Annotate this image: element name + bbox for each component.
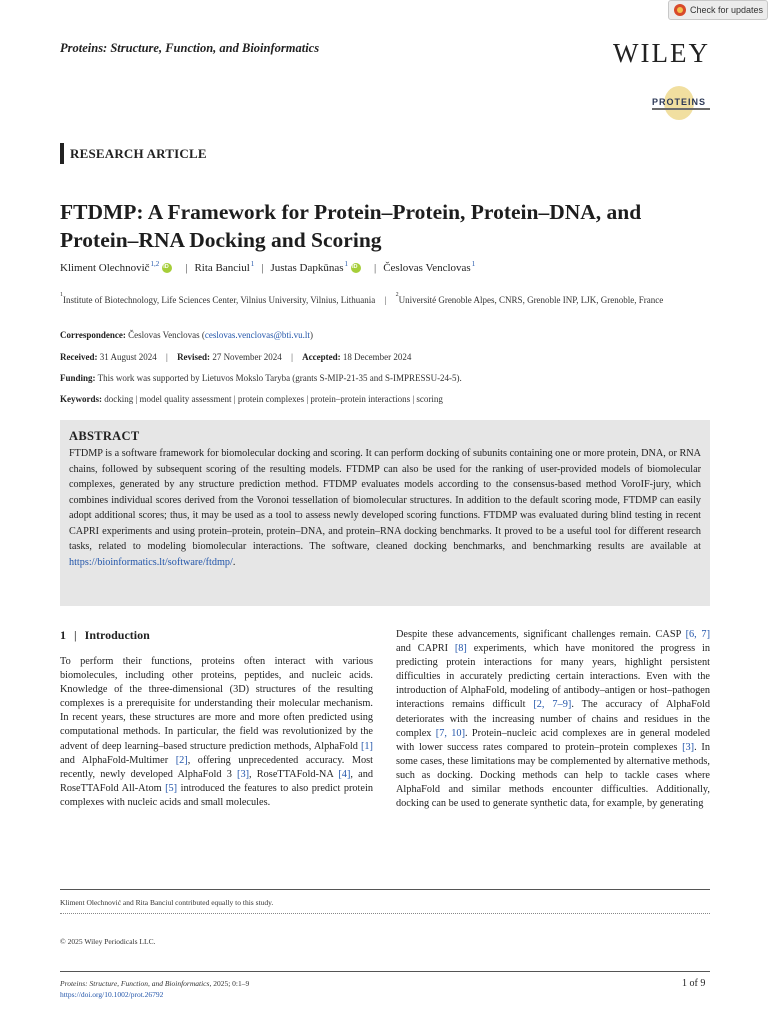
citation-link[interactable]: [6, 7]	[685, 629, 711, 640]
footer-divider	[60, 971, 710, 972]
section-title: Introduction	[84, 628, 150, 642]
article-title: FTDMP: A Framework for Protein–Protein, Protein–DNA, and Protein–RNA Docking and Scoring	[60, 200, 642, 252]
doi-link[interactable]: https://doi.org/10.1002/prot.26792	[60, 990, 164, 999]
citation-link[interactable]: [7, 10]	[435, 727, 466, 739]
orcid-icon[interactable]	[162, 263, 172, 273]
publication-dates: Received: 31 August 2024 | Revised: 27 November 2024 | Accepted: 18 December 2024	[60, 352, 412, 362]
abstract-text	[69, 446, 701, 570]
body-text: introduced the features to also predict protein complexes with nucleic acids and small molecules.	[60, 782, 373, 808]
orcid-icon[interactable]	[351, 263, 361, 273]
citation-link[interactable]: [2]	[175, 754, 188, 766]
citation-link[interactable]: [3]	[237, 768, 250, 780]
footnote-divider	[60, 889, 710, 890]
contribution-footnote: Kliment Olechnović and Rita Banciul contributed equally to this study.	[60, 898, 274, 907]
citation-link[interactable]: [2, 7–9]	[533, 699, 572, 711]
received-label: Received:	[60, 352, 98, 362]
revised-label: Revised:	[177, 352, 211, 362]
body-text: and AlphaFold-Multimer	[60, 754, 176, 766]
body-text: , RoseTTAFold-NA	[249, 768, 339, 780]
crossmark-icon	[674, 4, 686, 16]
keywords	[60, 394, 443, 404]
author-affiliation-sup: 1	[250, 260, 255, 268]
body-text: experiments, which have monitored the progress in predicting protein interactions for many years, highlight persistent difficulties in accurately predicting certain interactions. Even with the introduction of AlphaFold, modeling of antibody–antigen or host–pathogen interactions remains difficult	[396, 643, 710, 711]
proteins-logo-text: PROTEINS	[652, 97, 707, 107]
author-affiliation-sup: 1	[344, 260, 348, 268]
keywords-text: docking | model quality assessment | protein complexes | protein–protein interactions | scoring	[104, 394, 443, 404]
body-text: and CAPRI	[396, 643, 455, 655]
affiliation-1: Institute of Biotechnology, Life Sciences Center, Vilnius University, Vilnius, Lithuania	[63, 295, 376, 305]
affiliation-sup: 1	[60, 292, 63, 298]
correspondence-label: Correspondence:	[60, 330, 126, 340]
body-text: Despite these advancements, significant challenges remain. CASP	[396, 629, 686, 640]
funding	[60, 373, 462, 383]
author-name[interactable]: Česlovas Venclovas	[383, 262, 471, 274]
abstract-body: FTDMP is a software framework for biomolecular docking and scoring. It can perform docking of subunits containing one or more protein, DNA, or RNA chains, followed by subsequent scoring of the resulting models. FTDMP can also be used for the ranking of user-provided models of biomolecular complexes, generated by any structure prediction method. FTDMP evaluates models according to the consensus-based method VoroIF-jury, which combines individual scores derived from the Voronoi tessellation of biomolecular structures. In addition to the default scoring mode, FTDMP can easily adopt additional scores; thus, it may be used as a tool to assess newly developed scoring functions. FTDMP was evaluated during blind testing in recent CAPRI experiments and using protein–protein, protein–DNA, and protein–RNA docking benchmarks. It proved to be a useful tool for different research tasks, related to modeling biomolecular interactions. The software, cleaned docking benchmarks, and benchmarking results are available at	[69, 448, 701, 552]
check-for-updates-label: Check for updates	[690, 5, 764, 15]
body-text: . Protein–nucleic acid complexes are in general modeled with lower success rates compared to protein–protein complexes	[396, 727, 711, 753]
received-date: 31 August 2024	[99, 352, 157, 362]
intro-left-column	[60, 655, 373, 810]
accepted-date: 18 December 2024	[342, 352, 412, 362]
page-number: 1 of 9	[682, 978, 706, 989]
copyright: © 2025 Wiley Periodicals LLC.	[60, 937, 156, 946]
footer-citation	[60, 979, 249, 988]
abstract-end: .	[232, 556, 236, 568]
intro-right-column	[396, 628, 710, 811]
author-name[interactable]: Kliment Olechnovič	[60, 262, 150, 274]
affiliation-2: Université Grenoble Alpes, CNRS, Grenoble INP, LJK, Grenoble, France	[398, 295, 664, 305]
author-name[interactable]: Rita Banciul	[194, 262, 250, 274]
publisher-logo: WILEY	[613, 38, 710, 68]
author-affiliation-sup: 1	[471, 260, 476, 268]
funding-text: This work was supported by Lietuvos Mokslo Taryba (grants S-MIP-21-35 and S-IMPRESSU-24-5).	[97, 373, 462, 383]
article-type-marker	[60, 143, 64, 164]
footer-volume: , 2025; 0:1–9	[209, 979, 250, 988]
revised-date: 27 November 2024	[212, 352, 282, 362]
body-text: , and RoseTTAFold All-Atom	[60, 768, 374, 794]
author-list: Kliment Olechnovič $^{1,2}$ iD | Rita Banciul $^1$ | Justas Dapkūnas $^1$ iD | Česlovas Venclovas $^1$	[60, 262, 475, 274]
article-type: RESEARCH ARTICLE	[70, 146, 207, 161]
citation-link[interactable]: [1]	[360, 740, 373, 752]
funding-label: Funding:	[60, 373, 96, 383]
citation-link[interactable]: [5]	[165, 782, 178, 794]
dotted-divider	[60, 913, 710, 914]
abstract-heading: ABSTRACT	[69, 429, 140, 443]
author-affiliation-sup: 1,2	[150, 260, 160, 268]
body-text: To perform their functions, proteins often interact with various biomolecules, including other proteins, peptides, and nucleic acids. Knowledge of the three-dimensional (3D) structures of the resulting complexes is a prerequisite for understanding their molecular mechanism. In recent years, these structures are more and more often predicted using computational methods. In particular, the field was revolutionized by the advent of deep learning–based structure prediction methods, AlphaFold	[60, 656, 373, 752]
affiliations: $^1$Institute of Biotechnology, Life Sciences Center, Vilnius University, Vilnius, Lithuania | $^2$Université Grenoble Alpes, CNRS, Grenoble INP, LJK, Grenoble, France	[60, 292, 664, 305]
section-number: 1	[60, 628, 66, 642]
correspondence: Correspondence: Česlovas Venclovas (ceslovas.venclovas@bti.vu.lt)	[60, 330, 313, 340]
section-heading: 1 | Introduction	[60, 628, 150, 642]
body-text: . The accuracy of AlphaFold deteriorates with the increasing number of chains and residues in the complex	[396, 699, 710, 739]
body-text: . In some cases, these limitations may be complemented by alternative methods, such as docking. Docking methods can help to tackle cases where AlphaFold and similar methods encounter difficulties. Additionally, docking can be used to generate synthetic data, for example, by generating	[396, 741, 710, 810]
check-for-updates-button[interactable]	[668, 0, 768, 20]
software-url-link[interactable]: https://bioinformatics.lt/software/ftdmp/	[69, 556, 233, 568]
accepted-label: Accepted:	[302, 352, 341, 362]
footer-journal-name: Proteins: Structure, Function, and Bioinformatics	[60, 979, 210, 988]
body-text: , offering unprecedented accuracy. Most recently, newly developed AlphaFold 3	[60, 754, 373, 780]
citation-link[interactable]: [4]	[338, 768, 351, 780]
proteins-journal-logo	[640, 86, 712, 122]
abstract-box	[60, 420, 710, 606]
correspondence-name: Česlovas Venclovas	[128, 330, 200, 340]
citation-link[interactable]: [8]	[454, 643, 467, 655]
citation-link[interactable]: [3]	[682, 741, 695, 753]
affiliation-sup: 2	[395, 292, 399, 298]
keywords-label: Keywords:	[60, 394, 102, 404]
author-name[interactable]: Justas Dapkūnas	[270, 262, 344, 274]
correspondence-email-link[interactable]: ceslovas.venclovas@bti.vu.lt	[204, 330, 310, 340]
journal-name: Proteins: Structure, Function, and Bioinformatics	[60, 41, 320, 55]
